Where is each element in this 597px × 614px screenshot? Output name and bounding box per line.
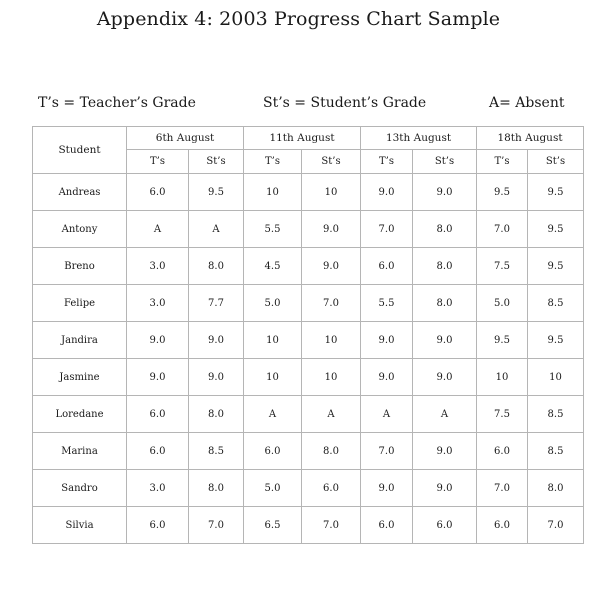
student-name: Felipe — [33, 285, 127, 322]
student-grade-cell: A — [189, 211, 244, 248]
student-grade-cell: 10 — [528, 359, 584, 396]
student-grade-cell: 8.5 — [528, 396, 584, 433]
teacher-grade-header: T’s — [244, 150, 302, 174]
student-name: Sandro — [33, 470, 127, 507]
student-grade-cell: 7.0 — [528, 507, 584, 544]
student-name: Andreas — [33, 174, 127, 211]
teacher-grade-cell: 10 — [244, 359, 302, 396]
teacher-grade-cell: 10 — [477, 359, 528, 396]
teacher-grade-cell: 9.0 — [361, 470, 413, 507]
table-row — [33, 433, 584, 470]
teacher-grade-header: T’s — [127, 150, 189, 174]
teacher-grade-cell: 5.5 — [244, 211, 302, 248]
student-grade-cell: 9.0 — [413, 359, 477, 396]
teacher-grade-cell: 7.5 — [477, 248, 528, 285]
teacher-grade-cell: 6.5 — [244, 507, 302, 544]
table-row — [33, 285, 584, 322]
teacher-grade-cell: 6.0 — [361, 507, 413, 544]
student-grade-cell: 8.0 — [189, 470, 244, 507]
student-name: Marina — [33, 433, 127, 470]
student-grade-cell: 7.7 — [189, 285, 244, 322]
student-grade-cell: 9.0 — [413, 470, 477, 507]
teacher-grade-cell: 6.0 — [127, 507, 189, 544]
teacher-grade-cell: A — [127, 211, 189, 248]
date-header: 11th August — [244, 127, 361, 150]
date-header-row — [33, 127, 584, 150]
student-grade-cell: 9.5 — [528, 211, 584, 248]
student-grade-cell: 8.5 — [528, 433, 584, 470]
student-grade-header: St’s — [413, 150, 477, 174]
teacher-grade-cell: 3.0 — [127, 285, 189, 322]
teacher-grade-cell: 7.0 — [477, 470, 528, 507]
student-grade-header: St’s — [528, 150, 584, 174]
table-row — [33, 211, 584, 248]
teacher-grade-cell: A — [244, 396, 302, 433]
date-header: 18th August — [477, 127, 584, 150]
teacher-grade-cell: 7.0 — [361, 211, 413, 248]
student-name: Loredane — [33, 396, 127, 433]
student-grade-cell: 8.0 — [189, 248, 244, 285]
teacher-grade-cell: 9.0 — [127, 322, 189, 359]
teacher-grade-cell: 9.0 — [361, 174, 413, 211]
progress-chart-table — [32, 126, 584, 544]
student-grade-cell: 10 — [302, 359, 361, 396]
teacher-grade-cell: 9.0 — [361, 359, 413, 396]
student-grade-header: St’s — [302, 150, 361, 174]
student-grade-cell: 8.0 — [528, 470, 584, 507]
student-grade-cell: 6.0 — [413, 507, 477, 544]
teacher-grade-cell: 5.0 — [477, 285, 528, 322]
teacher-grade-cell: 9.0 — [127, 359, 189, 396]
student-grade-cell: 9.5 — [528, 322, 584, 359]
teacher-grade-cell: 6.0 — [127, 174, 189, 211]
student-grade-cell: 8.0 — [413, 248, 477, 285]
date-header: 6th August — [127, 127, 244, 150]
table-row — [33, 470, 584, 507]
student-grade-cell: 9.0 — [413, 433, 477, 470]
student-column-header: Student — [33, 127, 127, 174]
teacher-grade-cell: 6.0 — [477, 507, 528, 544]
student-name: Silvia — [33, 507, 127, 544]
student-grade-cell: 8.0 — [302, 433, 361, 470]
student-grade-cell: 8.0 — [413, 211, 477, 248]
teacher-grade-cell: 3.0 — [127, 470, 189, 507]
student-grade-cell: 10 — [302, 322, 361, 359]
table-row — [33, 507, 584, 544]
teacher-grade-cell: 6.0 — [127, 433, 189, 470]
student-grade-cell: A — [302, 396, 361, 433]
table-row — [33, 359, 584, 396]
date-header: 13th August — [361, 127, 477, 150]
teacher-grade-cell: 6.0 — [127, 396, 189, 433]
teacher-grade-header: T’s — [361, 150, 413, 174]
teacher-grade-cell: A — [361, 396, 413, 433]
teacher-grade-cell: 4.5 — [244, 248, 302, 285]
teacher-grade-cell: 7.0 — [477, 211, 528, 248]
teacher-grade-cell: 7.0 — [361, 433, 413, 470]
student-grade-cell: 7.0 — [189, 507, 244, 544]
page-title: Appendix 4: 2003 Progress Chart Sample — [96, 8, 501, 30]
teacher-grade-cell: 6.0 — [477, 433, 528, 470]
student-grade-cell: 8.5 — [189, 433, 244, 470]
teacher-grade-cell: 5.0 — [244, 285, 302, 322]
student-grade-cell: 8.5 — [528, 285, 584, 322]
table-row — [33, 322, 584, 359]
teacher-grade-cell: 9.0 — [361, 322, 413, 359]
legend-teacher-grade: T’s = Teacher’s Grade — [38, 95, 196, 111]
student-grade-cell: 9.0 — [189, 322, 244, 359]
teacher-grade-cell: 9.5 — [477, 174, 528, 211]
legend-absent: A= Absent — [489, 95, 565, 111]
student-name: Breno — [33, 248, 127, 285]
student-grade-cell: 9.5 — [189, 174, 244, 211]
teacher-grade-cell: 6.0 — [244, 433, 302, 470]
student-grade-cell: 9.0 — [413, 174, 477, 211]
student-grade-cell: 9.5 — [528, 248, 584, 285]
student-grade-cell: 9.0 — [302, 248, 361, 285]
table-row — [33, 396, 584, 433]
student-grade-cell: 7.0 — [302, 507, 361, 544]
teacher-grade-cell: 7.5 — [477, 396, 528, 433]
student-grade-cell: 10 — [302, 174, 361, 211]
table-row — [33, 174, 584, 211]
teacher-grade-cell: 9.5 — [477, 322, 528, 359]
teacher-grade-cell: 10 — [244, 322, 302, 359]
grade-table-body — [33, 174, 584, 544]
student-name: Jasmine — [33, 359, 127, 396]
legend-student-grade: St’s = Student’s Grade — [263, 95, 427, 111]
student-grade-cell: 8.0 — [413, 285, 477, 322]
teacher-grade-header: T’s — [477, 150, 528, 174]
student-name: Antony — [33, 211, 127, 248]
student-grade-cell: 9.0 — [413, 322, 477, 359]
table-row — [33, 248, 584, 285]
student-grade-cell: 6.0 — [302, 470, 361, 507]
teacher-grade-cell: 6.0 — [361, 248, 413, 285]
teacher-grade-cell: 10 — [244, 174, 302, 211]
student-grade-header: St’s — [189, 150, 244, 174]
student-grade-cell: 9.0 — [189, 359, 244, 396]
student-grade-cell: 9.5 — [528, 174, 584, 211]
student-grade-cell: A — [413, 396, 477, 433]
teacher-grade-cell: 5.0 — [244, 470, 302, 507]
teacher-grade-cell: 3.0 — [127, 248, 189, 285]
student-name: Jandira — [33, 322, 127, 359]
student-grade-cell: 8.0 — [189, 396, 244, 433]
teacher-grade-cell: 5.5 — [361, 285, 413, 322]
student-grade-cell: 9.0 — [302, 211, 361, 248]
student-grade-cell: 7.0 — [302, 285, 361, 322]
